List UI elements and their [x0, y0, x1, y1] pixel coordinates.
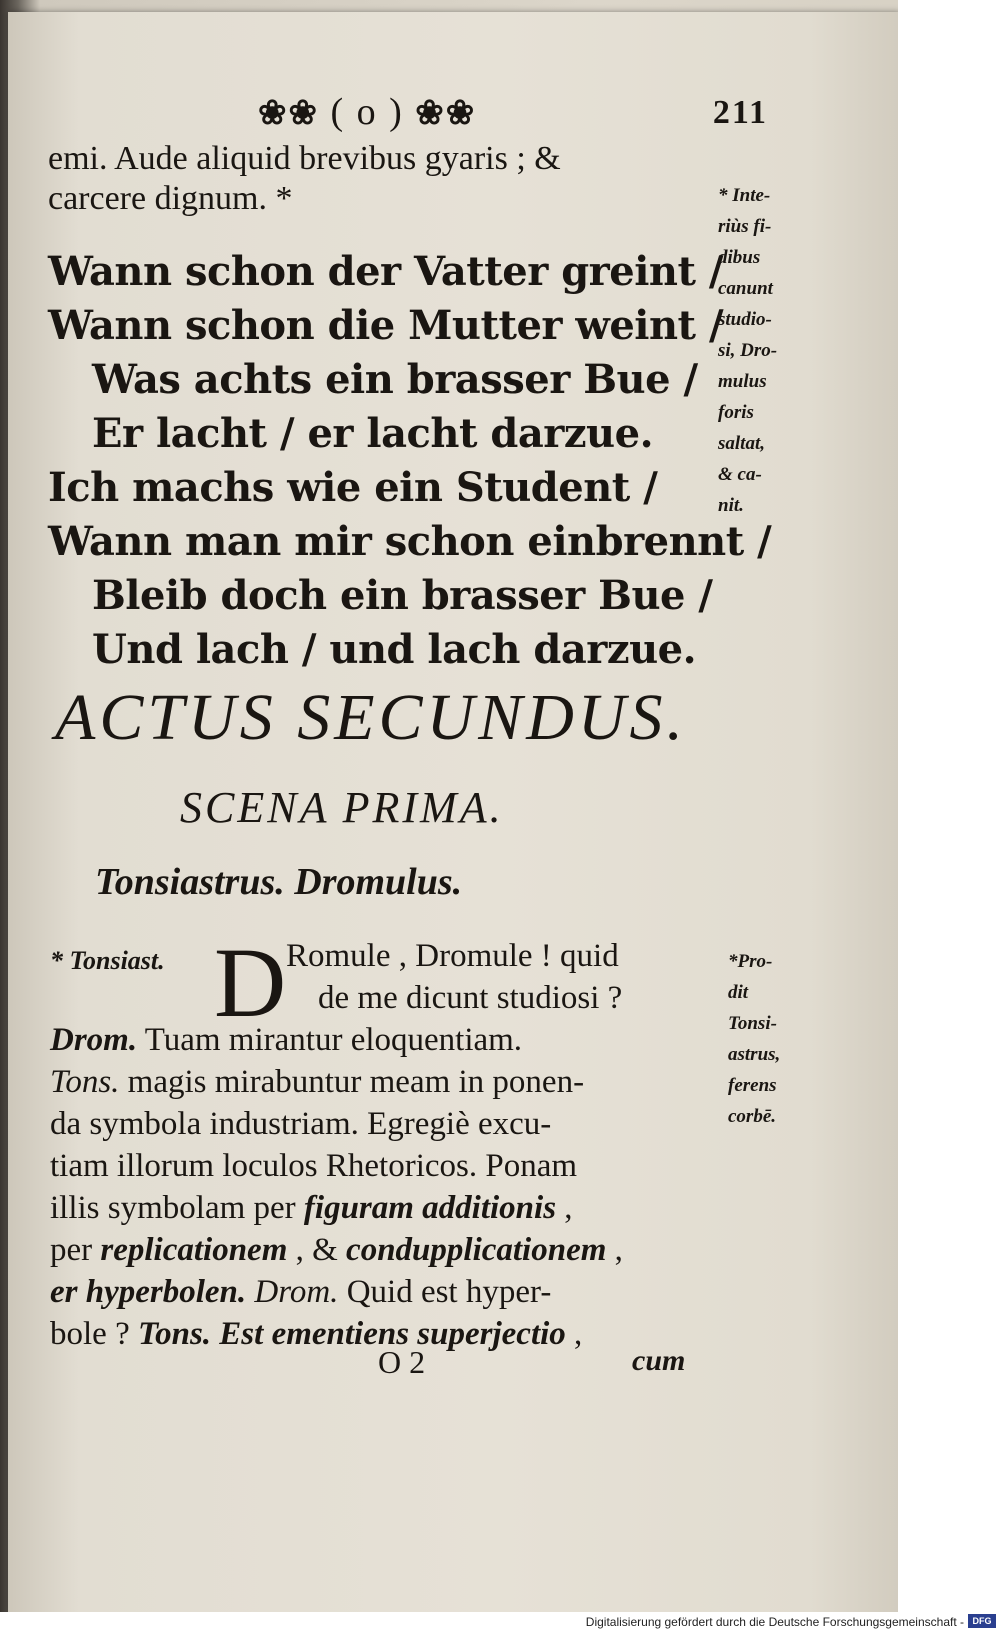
ornament-left-icon: ❀❀	[258, 95, 319, 132]
marginal-note: *Pro- dit Tonsi- astrus, ferens corbē.	[728, 951, 781, 1127]
dialogue-text: Quid est hyper-	[338, 1274, 552, 1310]
dialogue-italic: replicationem	[100, 1232, 288, 1268]
dramatis-personae: Tonsiastrus. Dromulus.	[95, 861, 463, 903]
funding-credit: Digitalisierung gefördert durch die Deutsche Forschungsgemeinschaft -	[585, 1615, 964, 1629]
dialogue-line	[50, 1190, 573, 1227]
dialogue-text: magis mirabuntur meam in ponen-	[119, 1064, 585, 1100]
dialogue-italic: condupplicationem	[346, 1232, 607, 1268]
dialogue-line	[50, 1232, 623, 1269]
dialogue-line	[50, 1064, 584, 1101]
speaker-label: Tons.	[50, 1064, 120, 1100]
dfg-logo-icon: DFG	[968, 1614, 996, 1628]
dialogue-line: da symbola industriam. Egregiè excu-	[50, 1106, 552, 1142]
marginal-note: * Inte- riùs fi- dibus canunt studio- si, Dro- mulus foris saltat, & ca- nit.	[718, 185, 778, 516]
dialogue-line: Romule , Dromule ! quid	[286, 938, 619, 974]
dialogue-text: per	[50, 1232, 101, 1268]
song-line: Bleib doch ein brasser Bue /	[92, 572, 713, 619]
latin-intro-line: emi. Aude aliquid brevibus gyaris ; &	[48, 140, 561, 177]
running-header	[258, 90, 798, 140]
signature-mark: O 2	[378, 1344, 426, 1380]
dialogue-line: tiam illorum loculos Rhetoricos. Ponam	[50, 1148, 578, 1184]
dialogue-text: , &	[287, 1232, 347, 1268]
dialogue-line	[50, 1274, 551, 1311]
song-line: Er lacht / er lacht darzue.	[92, 410, 654, 457]
dialogue-line: de me dicunt studiosi ?	[318, 980, 623, 1016]
song-line: Wann schon der Vatter greint /	[48, 248, 723, 295]
footer-bar	[0, 1612, 1000, 1632]
speaker-label: * Tonsiast.	[50, 946, 165, 975]
song-line: Wann schon die Mutter weint /	[48, 302, 724, 349]
speaker-label: Drom.	[246, 1274, 339, 1310]
scene-title: SCENA PRIMA.	[180, 783, 504, 832]
ornament-right-icon: ❀❀	[415, 95, 477, 132]
song-line: Wann man mir schon einbrennt /	[48, 518, 772, 565]
dialogue-text: ,	[556, 1190, 573, 1226]
dialogue-italic: figuram additionis	[303, 1190, 557, 1226]
speaker-label: Drom.	[50, 1022, 138, 1058]
song-line: Ich machs wie ein Student /	[48, 464, 658, 511]
dialogue-line	[50, 1316, 582, 1353]
song-line: Was achts ein brasser Bue /	[92, 356, 698, 403]
dialogue-italic: er hyperbolen.	[50, 1274, 247, 1310]
dialogue-italic: Tons. Est ementiens superjectio	[137, 1316, 566, 1352]
dialogue-text: illis symbolam per	[50, 1190, 304, 1226]
drop-cap: D	[214, 927, 287, 1038]
page-right-margin	[898, 0, 1000, 1612]
catchword: cum	[632, 1344, 686, 1377]
dialogue-text: Tuam mirantur eloquentiam.	[137, 1022, 523, 1058]
page-number: 211	[712, 94, 768, 131]
dialogue-text: ,	[606, 1232, 623, 1268]
header-zero: ( o )	[330, 91, 404, 133]
song-line: Und lach / und lach darzue.	[92, 626, 697, 673]
latin-intro-line: carcere dignum. *	[48, 180, 293, 217]
act-title: ACTUS SECUNDUS.	[55, 681, 688, 754]
dialogue-line	[50, 1022, 522, 1059]
dialogue-text: ,	[565, 1316, 583, 1352]
dialogue-text: bole ?	[50, 1316, 138, 1352]
